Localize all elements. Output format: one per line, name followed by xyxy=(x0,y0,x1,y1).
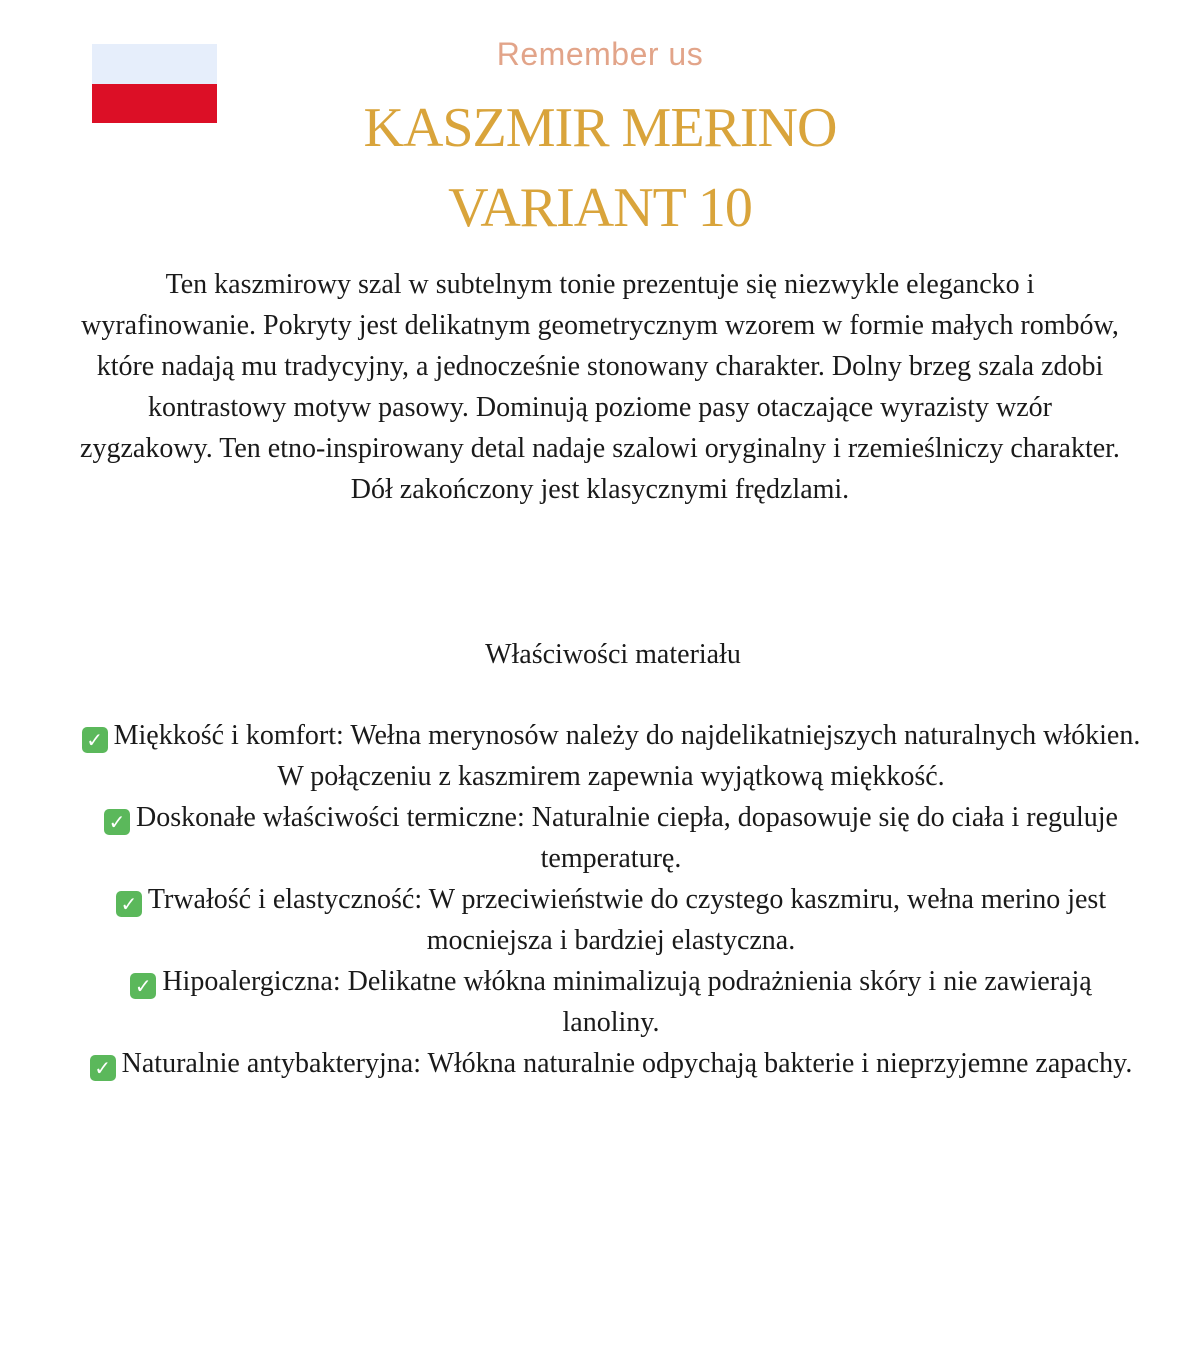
product-title-line-2: VARIANT 10 xyxy=(448,177,752,239)
property-text: Doskonałe właściwości termiczne: Naturalnie ciepła, dopasowuje się do ciała i reguluje temperaturę. xyxy=(136,802,1118,874)
product-description: Ten kaszmirowy szal w subtelnym tonie prezentuje się niezwykle elegancko i wyrafinowanie. Pokryty jest delikatnym geometrycznym wzorem w formie małych rombów, które nadają mu tradycyjny, a jednocześnie stonowany charakter. Dolny brzeg szala zdobi kontrastowy motyw pasowy. Dominują poziome pasy otaczające wyrazisty wzór zygzakowy. Ten etno-inspirowany detal nadaje szalowi oryginalny i rzemieślniczy charakter. Dół zakończony jest klasycznymi frędzlami. xyxy=(80,269,1120,505)
property-item xyxy=(80,879,1142,961)
check-mark-icon: ✓ xyxy=(116,891,142,917)
property-text: Naturalnie antybakteryjna: Włókna naturalnie odpychają bakterie i nieprzyjemne zapachy. xyxy=(121,1048,1133,1079)
property-text: Hipoalergiczna: Delikatne włókna minimalizują podrażnienia skóry i nie zawierają lanoliny. xyxy=(162,966,1092,1038)
product-title xyxy=(0,88,1200,248)
check-mark-icon: ✓ xyxy=(130,973,156,999)
product-title-line-1: KASZMIR MERINO xyxy=(363,97,837,159)
check-mark-icon: ✓ xyxy=(90,1055,116,1081)
property-item xyxy=(80,715,1142,797)
check-mark-icon: ✓ xyxy=(82,727,108,753)
property-text: Miękkość i komfort: Wełna merynosów należy do najdelikatniejszych naturalnych włókien. W połączeniu z kaszmirem zapewnia wyjątkową miękkość. xyxy=(113,720,1141,792)
property-item xyxy=(80,961,1142,1043)
check-mark-icon: ✓ xyxy=(104,809,130,835)
property-text: Trwałość i elastyczność: W przeciwieństwie do czystego kaszmiru, wełna merino jest mocniejsza i bardziej elastyczna. xyxy=(147,884,1107,956)
material-properties-list xyxy=(80,715,1142,1084)
property-item xyxy=(80,1043,1142,1084)
brand-tagline: Remember us xyxy=(496,36,704,72)
material-properties-heading: Właściwości materiału xyxy=(485,639,741,670)
property-item xyxy=(80,797,1142,879)
